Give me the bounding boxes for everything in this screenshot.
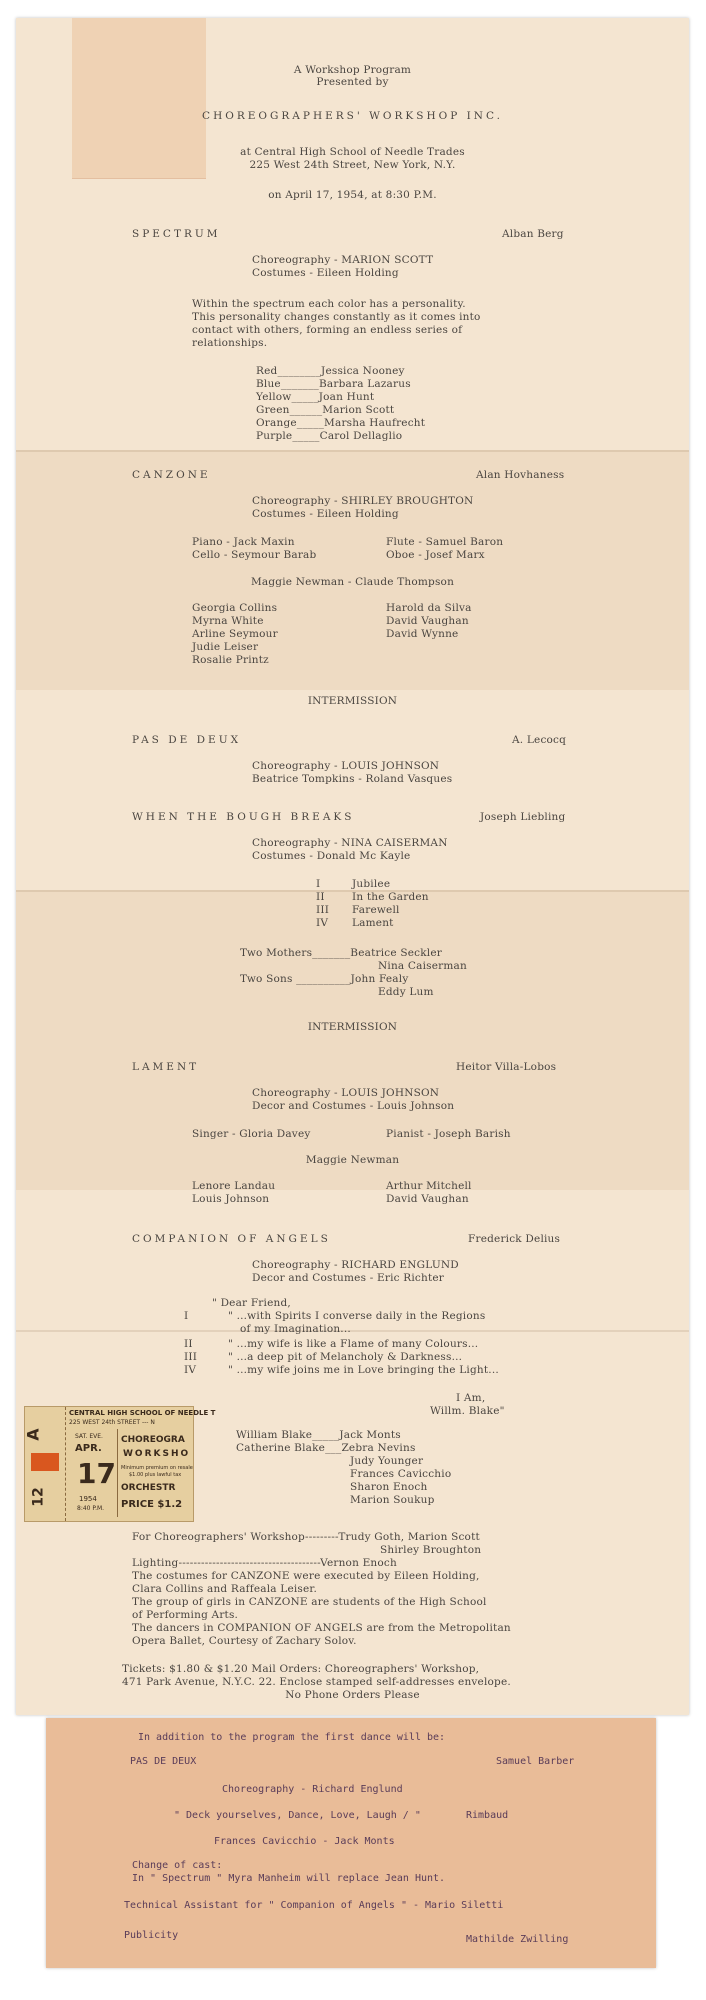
angels-cast-line: William Blake_____Jack Monts (236, 1429, 401, 1441)
canzone-choreo: Choreography - SHIRLEY BROUGHTON (252, 495, 474, 507)
org-name: CHOREOGRAPHERS' WORKSHOP INC. (202, 110, 503, 122)
tickets-line: 471 Park Avenue, N.Y.C. 22. Enclose stamped self-addresses envelope. (122, 1676, 511, 1688)
ticket-row: A (23, 1428, 43, 1441)
canzone-dancer: David Vaughan (386, 615, 469, 627)
insert-assistant: Technical Assistant for " Companion of Angels " - Mario Siletti (124, 1900, 504, 1911)
bough-mothers: Two Mothers_______Beatrice Seckler (240, 947, 442, 959)
angels-decor: Decor and Costumes - Eric Richter (252, 1272, 445, 1284)
venue-line1: at Central High School of Needle Trades (240, 146, 465, 158)
ticket-address: 225 WEST 24th STREET --- N (69, 1419, 155, 1426)
lament-title: LAMENT (132, 1061, 200, 1073)
bough-son2: Eddy Lum (378, 986, 434, 998)
tickets-line: No Phone Orders Please (285, 1689, 420, 1701)
lament-decor: Decor and Costumes - Louis Johnson (252, 1100, 455, 1112)
canzone-title: CANZONE (132, 469, 211, 481)
canzone-musician: Oboe - Josef Marx (386, 549, 485, 561)
ticket-punch-mark (31, 1453, 59, 1471)
canzone-musician: Flute - Samuel Baron (386, 536, 504, 548)
ticket-year: 1954 (79, 1495, 97, 1503)
bough-costumes: Costumes - Donald Mc Kayle (252, 850, 411, 862)
credits-line: Lighting--------------------------------------Vernon Enoch (132, 1557, 397, 1569)
fold-shade (16, 890, 689, 1190)
ticket-fine-print: Minimum premium on resale (121, 1465, 193, 1471)
angels-composer: Frederick Delius (468, 1233, 561, 1245)
angels-line: " ...my wife is like a Flame of many Colours... (228, 1338, 479, 1350)
bough-part-num: II (316, 891, 325, 903)
ticket-time: 8:40 P.M. (77, 1505, 105, 1512)
canzone-dancer: Judie Leiser (192, 641, 259, 653)
canzone-dancer: Harold da Silva (386, 602, 472, 614)
bough-composer: Joseph Liebling (480, 811, 566, 823)
ticket-event-1: CHOREOGRA (121, 1435, 185, 1445)
tickets-line: Tickets: $1.80 & $1.20 Mail Orders: Choreographers' Workshop, (122, 1663, 480, 1675)
spectrum-choreo: Choreography - MARION SCOTT (252, 254, 434, 266)
ticket-seat: 12 (30, 1487, 47, 1507)
spectrum-cast-line: Red________Jessica Nooney (256, 365, 405, 377)
ticket-date: 17 (77, 1457, 116, 1490)
lament-pianist: Pianist - Joseph Barish (386, 1128, 511, 1140)
header-line2: Presented by (316, 76, 389, 88)
intermission-2: INTERMISSION (307, 1021, 398, 1033)
angels-closing: I Am, (456, 1392, 486, 1404)
bough-part-name: Lament (352, 917, 394, 929)
spectrum-cast-line: Purple_____Carol Dellaglio (256, 430, 403, 442)
angels-title: COMPANION OF ANGELS (132, 1233, 331, 1245)
ticket-school: CENTRAL HIGH SCHOOL OF NEEDLE T (69, 1409, 216, 1417)
insert-intro: In addition to the program the first dance will be: (138, 1732, 446, 1743)
bough-sons: Two Sons __________John Fealy (240, 973, 409, 985)
spectrum-cast-line: Green______Marion Scott (256, 404, 395, 416)
insert-quote: " Deck yourselves, Dance, Love, Laugh / " (174, 1810, 421, 1821)
spectrum-title: SPECTRUM (132, 228, 221, 240)
pasdedeux-dancers: Beatrice Tompkins - Roland Vasques (252, 773, 453, 785)
canzone-costumes: Costumes - Eileen Holding (252, 508, 399, 520)
spectrum-desc: Within the spectrum each color has a personality. (192, 298, 466, 310)
lament-dancer: David Vaughan (386, 1193, 469, 1205)
credits-line: Shirley Broughton (380, 1544, 482, 1556)
angels-ensemble: Judy Younger (350, 1455, 424, 1467)
fold-line (16, 1330, 689, 1332)
insert-publicity-label: Publicity (124, 1930, 179, 1941)
pasdedeux-composer: A. Lecocq (512, 734, 567, 746)
spectrum-costumes: Costumes - Eileen Holding (252, 267, 399, 279)
venue-line2: 225 West 24th Street, New York, N.Y. (249, 159, 456, 171)
insert-change-label: Change of cast: (132, 1860, 223, 1871)
insert-change: In " Spectrum " Myra Manheim will replace Jean Hunt. (132, 1873, 446, 1884)
angels-line-num: I (184, 1310, 189, 1322)
lament-dancer: Lenore Landau (192, 1180, 276, 1192)
bough-part-num: I (316, 878, 321, 890)
canzone-dancer: David Wynne (386, 628, 459, 640)
angels-cast-line: Catherine Blake___Zebra Nevins (236, 1442, 416, 1454)
canzone-dancer: Rosalie Printz (192, 654, 269, 666)
insert-title: PAS DE DEUX (130, 1756, 197, 1767)
ticket-stub (23, 1406, 216, 1522)
angels-line-num: IV (184, 1364, 197, 1376)
bough-choreo: Choreography - NINA CAISERMAN (252, 837, 448, 849)
angels-line-num: II (184, 1338, 193, 1350)
insert-choreo: Choreography - Richard Englund (222, 1784, 403, 1795)
angels-closing: Willm. Blake" (430, 1405, 505, 1417)
angels-line: of my Imagination... (240, 1323, 351, 1335)
spectrum-composer: Alban Berg (502, 228, 564, 240)
angels-line-num: III (184, 1351, 198, 1363)
insert-composer: Samuel Barber (496, 1756, 575, 1767)
intermission-1: INTERMISSION (307, 695, 398, 707)
ticket-price: PRICE $1.2 (121, 1499, 183, 1510)
angels-line: " ...my wife joins me in Love bringing the Light... (228, 1364, 499, 1376)
lament-dancer: Arthur Mitchell (386, 1180, 472, 1192)
insert-quote-author: Rimbaud (466, 1810, 509, 1821)
angels-ensemble: Frances Cavicchio (350, 1468, 452, 1480)
spectrum-cast-line: Yellow_____Joan Hunt (256, 391, 375, 403)
bough-part-name: Farewell (352, 904, 400, 916)
canzone-dancer: Myrna White (192, 615, 264, 627)
ticket-section: ORCHESTR (121, 1483, 176, 1493)
credits-line: For Choreographers' Workshop---------Trudy Goth, Marion Scott (132, 1531, 480, 1543)
credits-line: Clara Collins and Raffeala Leiser. (132, 1583, 318, 1595)
spectrum-desc: contact with others, forming an endless series of (192, 324, 463, 336)
credits-line: The group of girls in CANZONE are students of the High School (132, 1596, 487, 1608)
pasdedeux-choreo: Choreography - LOUIS JOHNSON (252, 760, 440, 772)
fold-shade (16, 450, 689, 690)
credits-line: The costumes for CANZONE were executed by Eileen Holding, (132, 1570, 480, 1582)
lament-lead: Maggie Newman (305, 1154, 400, 1166)
insert-dancers: Frances Cavicchio - Jack Monts (214, 1836, 395, 1847)
pasdedeux-title: PAS DE DEUX (132, 734, 242, 746)
lament-choreo: Choreography - LOUIS JOHNSON (252, 1087, 440, 1099)
bough-part-num: III (316, 904, 330, 916)
spectrum-cast-line: Orange_____Marsha Haufrecht (256, 417, 426, 429)
credits-line: Opera Ballet, Courtesy of Zachary Solov. (132, 1635, 357, 1647)
bough-title: WHEN THE BOUGH BREAKS (132, 811, 355, 823)
ticket-month: APR. (75, 1443, 102, 1454)
insert-publicity-name: Mathilde Zwilling (466, 1934, 569, 1945)
angels-choreo: Choreography - RICHARD ENGLUND (252, 1259, 459, 1271)
ticket-event-2: WORKSHO (123, 1449, 191, 1459)
canzone-dancer: Arline Seymour (192, 628, 278, 640)
performance-date: on April 17, 1954, at 8:30 P.M. (268, 189, 437, 201)
bough-mother2: Nina Caiserman (378, 960, 467, 972)
credits-line: The dancers in COMPANION OF ANGELS are from the Metropolitan (132, 1622, 511, 1634)
insert-slip (46, 1718, 656, 1968)
ticket-day: SAT. EVE. (75, 1433, 103, 1440)
bough-part-name: Jubilee (352, 878, 391, 890)
angels-line: " ...a deep pit of Melancholy & Darkness... (228, 1351, 463, 1363)
ticket-date-box (69, 1429, 118, 1517)
canzone-musician: Piano - Jack Maxin (192, 536, 295, 548)
canzone-composer: Alan Hovhaness (476, 469, 565, 481)
bough-part-num: IV (316, 917, 329, 929)
spectrum-cast-line: Blue_______Barbara Lazarus (256, 378, 411, 390)
header-line1: A Workshop Program (293, 64, 412, 76)
canzone-musician: Cello - Seymour Barab (192, 549, 317, 561)
lament-dancer: Louis Johnson (192, 1193, 270, 1205)
lament-composer: Heitor Villa-Lobos (456, 1061, 557, 1073)
spectrum-desc: relationships. (192, 337, 268, 349)
angels-salutation: " Dear Friend, (212, 1297, 291, 1309)
fold-line (16, 450, 689, 452)
bough-part-name: In the Garden (352, 891, 429, 903)
ticket-fine-print: $1.00 plus lawful tax (129, 1472, 182, 1478)
angels-ensemble: Marion Soukup (350, 1494, 435, 1506)
angels-line: " ...with Spirits I converse daily in the Regions (228, 1310, 486, 1322)
canzone-leads: Maggie Newman - Claude Thompson (250, 576, 455, 588)
spectrum-desc: This personality changes constantly as it comes into (192, 311, 481, 323)
credits-line: of Performing Arts. (132, 1609, 239, 1621)
lament-singer: Singer - Gloria Davey (192, 1128, 311, 1140)
canzone-dancer: Georgia Collins (192, 602, 278, 614)
angels-ensemble: Sharon Enoch (350, 1481, 428, 1493)
